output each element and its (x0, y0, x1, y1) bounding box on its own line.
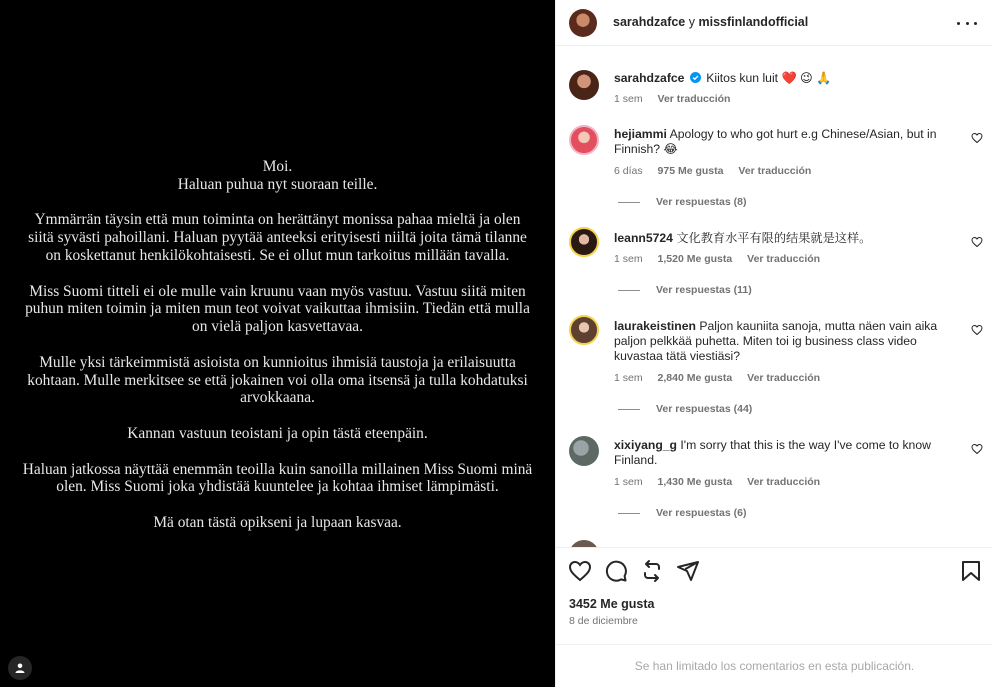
comment-likes[interactable]: 2,840 Me gusta (657, 372, 733, 384)
comments-divider (556, 644, 992, 645)
comment-username[interactable]: hejiammi (614, 127, 667, 141)
avatar[interactable] (569, 540, 599, 547)
avatar[interactable] (569, 70, 599, 100)
statement-paragraph: Ymmärrän täysin että mun toiminta on herättänyt monissa pahaa mieltä ja olen siitä syvästi pahoillani. Haluan pyytää anteeksi erityisesti niiltä joita tämä tilanne on koskettanut henkilökohtaisesti. Se ei ollut mun tarkoitus millään tavalla. (28, 211, 527, 264)
replies-line (618, 290, 640, 291)
view-replies-label: Ver respuestas (44) (656, 403, 753, 415)
heart-icon[interactable] (971, 443, 983, 455)
comment-username[interactable]: leann5724 (614, 231, 673, 245)
actions-divider (556, 547, 992, 548)
verified-badge-icon (690, 72, 701, 83)
post-likes-count[interactable]: 3452 Me gusta (569, 597, 655, 611)
comment-text: I'm sorry that this is the way I've come to know Finland. (614, 438, 931, 467)
comment-text: 文化教育水平有限的结果就是这样。 (676, 231, 872, 245)
translate-link[interactable]: Ver traducción (657, 93, 731, 105)
statement-text (20, 158, 535, 550)
statement-paragraph: Mulle yksi tärkeimmistä asioista on kunnioitus ihmisiä taustoja ja erilaisuutta kohtaan. Mulle merkitsee se että jokainen voi olla oma itsensä ja tulla kohdatuksi arvokkaana. (27, 353, 528, 407)
translate-link[interactable]: Ver traducción (738, 165, 812, 177)
caption-body (614, 71, 954, 86)
heart-icon[interactable] (971, 324, 983, 336)
save-icon[interactable] (959, 559, 983, 583)
avatar[interactable] (569, 436, 599, 466)
view-replies-button[interactable] (618, 284, 752, 296)
post-date[interactable]: 8 de diciembre (569, 615, 638, 627)
comment-meta (614, 253, 832, 265)
user-tag-button[interactable] (8, 656, 32, 680)
caption-meta (614, 93, 742, 105)
caption-time[interactable]: 1 sem (614, 93, 643, 105)
comment-meta (614, 165, 823, 177)
view-replies-label: Ver respuestas (6) (656, 507, 747, 519)
heart-icon[interactable] (971, 236, 983, 248)
translate-link[interactable]: Ver traducción (747, 253, 821, 265)
statement-paragraph: Haluan jatkossa näyttää enemmän teoilla kuin sanoilla millainen Miss Suomi minä olen. Miss Suomi joka yhdistää kuuntelee ja kohtaa ihmiset lämpimästi. (22, 460, 533, 496)
comment-time[interactable]: 1 sem (614, 476, 643, 488)
avatar[interactable] (569, 125, 599, 155)
post-authors (613, 15, 808, 29)
comment-icon[interactable] (604, 559, 628, 583)
comment-likes[interactable]: 975 Me gusta (657, 165, 724, 177)
statement-paragraph: Moi. Haluan puhua nyt suoraan teille. (177, 158, 378, 193)
comment-time[interactable]: 1 sem (614, 253, 643, 265)
replies-line (618, 409, 640, 410)
comment-time[interactable]: 6 días (614, 165, 643, 177)
comment-likes[interactable]: 1,430 Me gusta (657, 476, 733, 488)
comment-meta (614, 372, 832, 384)
comment-text: Paljon kauniita sanoja, mutta näen vain aika paljon pelkkää puhetta. Miten toi ig business class video kuvastaa tätä viestiäsi? (614, 319, 938, 363)
view-replies-label: Ver respuestas (11) (656, 284, 752, 296)
comment-time[interactable]: 1 sem (614, 372, 643, 384)
heart-icon[interactable] (568, 559, 592, 583)
share-icon[interactable] (676, 559, 700, 583)
more-options-icon[interactable] (957, 14, 977, 32)
comment-username[interactable]: xixiyang_g (614, 438, 677, 452)
collaborator-username[interactable]: missfinlandofficial (698, 15, 809, 29)
comment-body (614, 438, 954, 468)
caption-username[interactable]: sarahdzafce (614, 71, 685, 85)
view-replies-button[interactable] (618, 507, 746, 519)
view-replies-button[interactable] (618, 196, 746, 208)
comment-body (614, 319, 954, 364)
avatar[interactable] (569, 227, 599, 257)
repost-icon[interactable] (640, 559, 664, 583)
translate-link[interactable]: Ver traducción (747, 372, 821, 384)
author-username[interactable]: sarahdzafce (613, 15, 686, 29)
comment-body (614, 127, 954, 157)
authors-connector: y (688, 15, 695, 29)
comment-likes[interactable]: 1,520 Me gusta (657, 253, 733, 265)
comment-body (614, 231, 954, 246)
replies-line (618, 202, 640, 203)
heart-icon[interactable] (971, 132, 983, 144)
author-avatar[interactable] (569, 9, 597, 37)
translate-link[interactable]: Ver traducción (747, 476, 821, 488)
replies-line (618, 513, 640, 514)
comment-meta (614, 476, 832, 488)
caption-emojis: ❤️ 😉 🙏 (781, 71, 832, 85)
comment-username[interactable]: laurakeistinen (614, 319, 696, 333)
post-side-panel (555, 0, 992, 687)
comments-list[interactable] (556, 47, 992, 547)
view-replies-label: Ver respuestas (8) (656, 196, 747, 208)
view-replies-button[interactable] (618, 403, 752, 415)
statement-paragraph: Miss Suomi titteli ei ole mulle vain kruunu vaan myös vastuu. Vastuu siitä miten puhun miten toimin ja miten mun teot voivat vaikuttaa ihmisiin. Tiedän että mulla on vielä paljon kasvettavaa. (25, 282, 530, 336)
post-actions (568, 559, 983, 583)
user-tag-icon (14, 662, 26, 674)
caption-text: Kiitos kun luit (706, 71, 779, 85)
comment-text: Apology to who got hurt e.g Chinese/Asian, but in Finnish? 😂 (614, 127, 937, 156)
comments-limited-notice: Se han limitado los comentarios en esta publicación. (634, 659, 915, 673)
statement-paragraph: Mä otan tästä opikseni ja lupaan kasvaa. (153, 513, 402, 531)
avatar[interactable] (569, 315, 599, 345)
statement-paragraph: Kannan vastuun teoistani ja opin tästä eteenpäin. (127, 424, 428, 442)
post-header (556, 0, 992, 46)
